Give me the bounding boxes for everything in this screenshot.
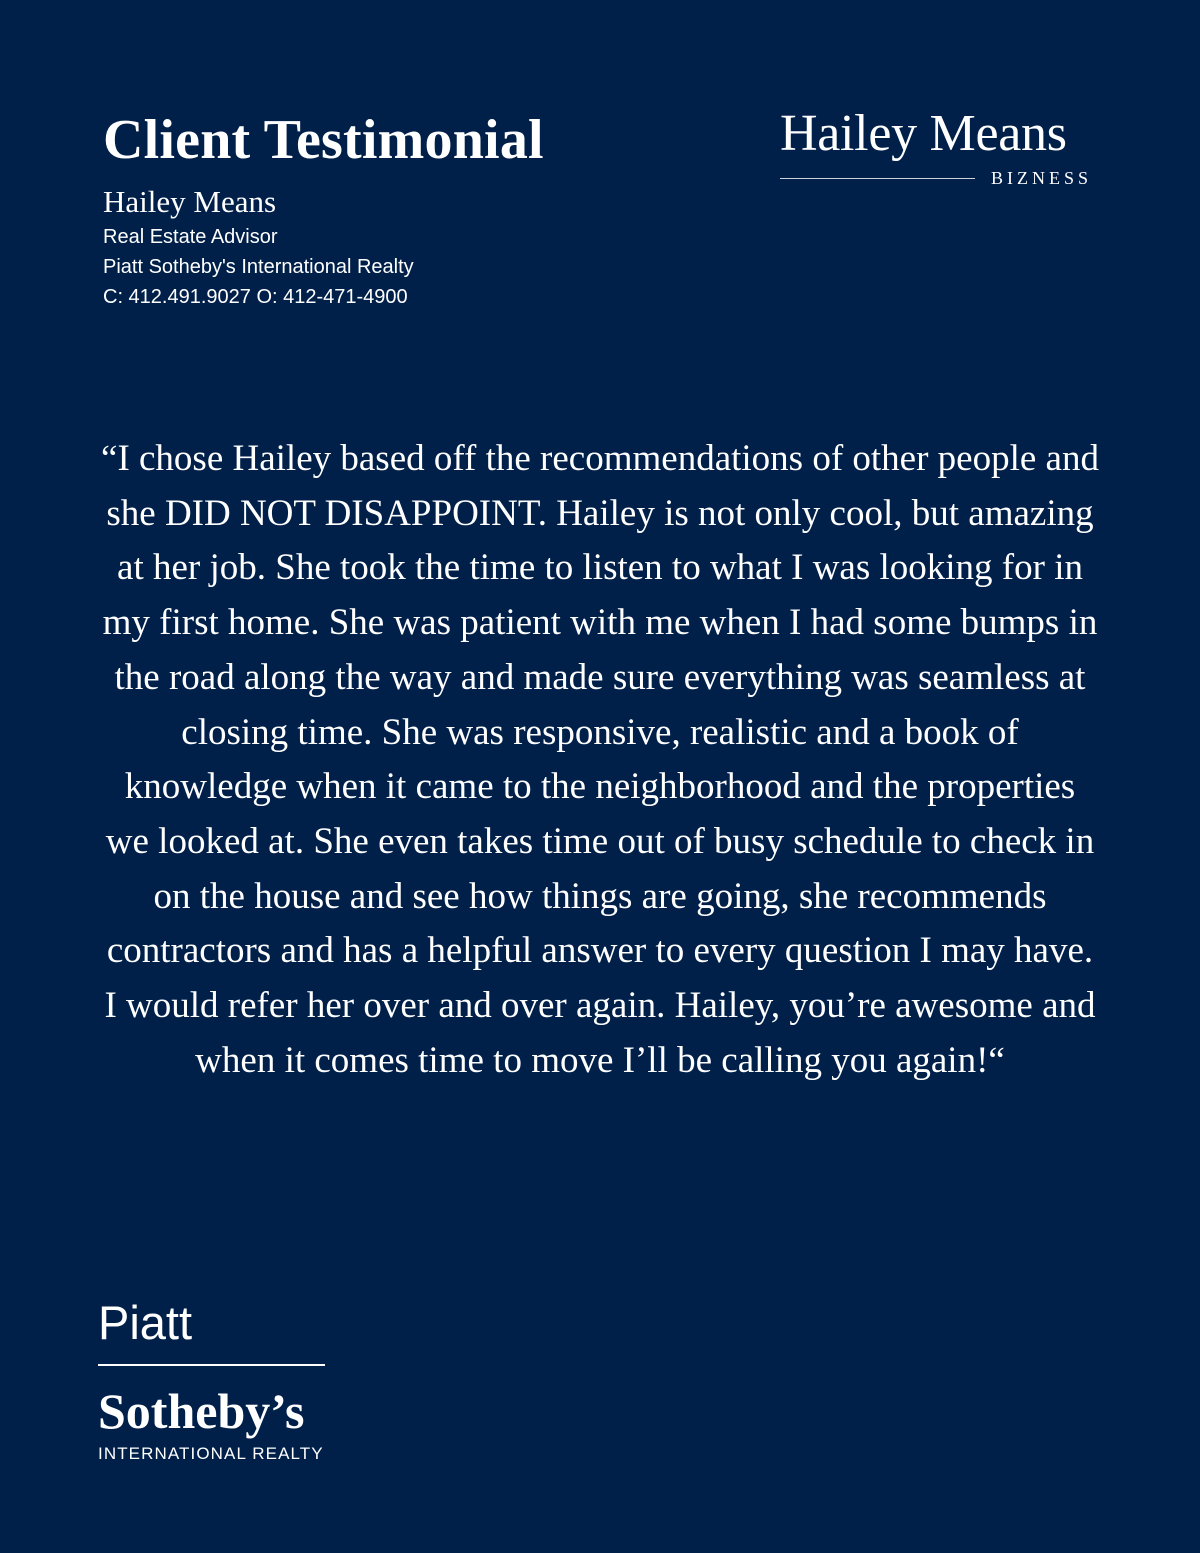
- brand-logo-divider: [780, 178, 975, 179]
- agent-company: Piatt Sotheby's International Realty: [103, 256, 414, 278]
- testimonial-quote: “I chose Hailey based off the recommendations of other people and she DID NOT DISAPPOINT. Hailey is not only cool, but amazing at her job. She took the time to listen to what I was looking for in my first home. She was patient with me when I had some bumps in the road along the way and made sure everything was seamless at closing time. She was responsive, realistic and a book of knowledge when it came to the neighborhood and the properties we looked at. She even takes time out of busy schedule to check in on the house and see how things are going, she recommends contractors and has a helpful answer to every question I may have. I would refer her over and over again. Hailey, you’re awesome and when it comes time to move I’ll be calling you again!“: [101, 438, 1099, 1081]
- agent-header: [103, 108, 663, 312]
- brand-logo-subtitle: BIZNESS: [991, 168, 1093, 188]
- page-title: Client Testimonial: [103, 109, 544, 171]
- logo-international-realty: INTERNATIONAL REALTY: [98, 1444, 324, 1463]
- logo-divider: [98, 1364, 325, 1366]
- brand-logo-subtitle-row: [780, 168, 1120, 189]
- brand-logo-name: Hailey Means: [780, 105, 1067, 162]
- agent-name: Hailey Means: [103, 184, 277, 219]
- agent-phone: C: 412.491.9027 O: 412-471-4900: [103, 286, 408, 308]
- hailey-means-logo: [780, 104, 1120, 189]
- piatt-sothebys-logo: [98, 1296, 338, 1464]
- logo-piatt: Piatt: [98, 1296, 193, 1349]
- agent-role: Real Estate Advisor: [103, 226, 278, 248]
- logo-sothebys: Sotheby’s: [98, 1383, 305, 1439]
